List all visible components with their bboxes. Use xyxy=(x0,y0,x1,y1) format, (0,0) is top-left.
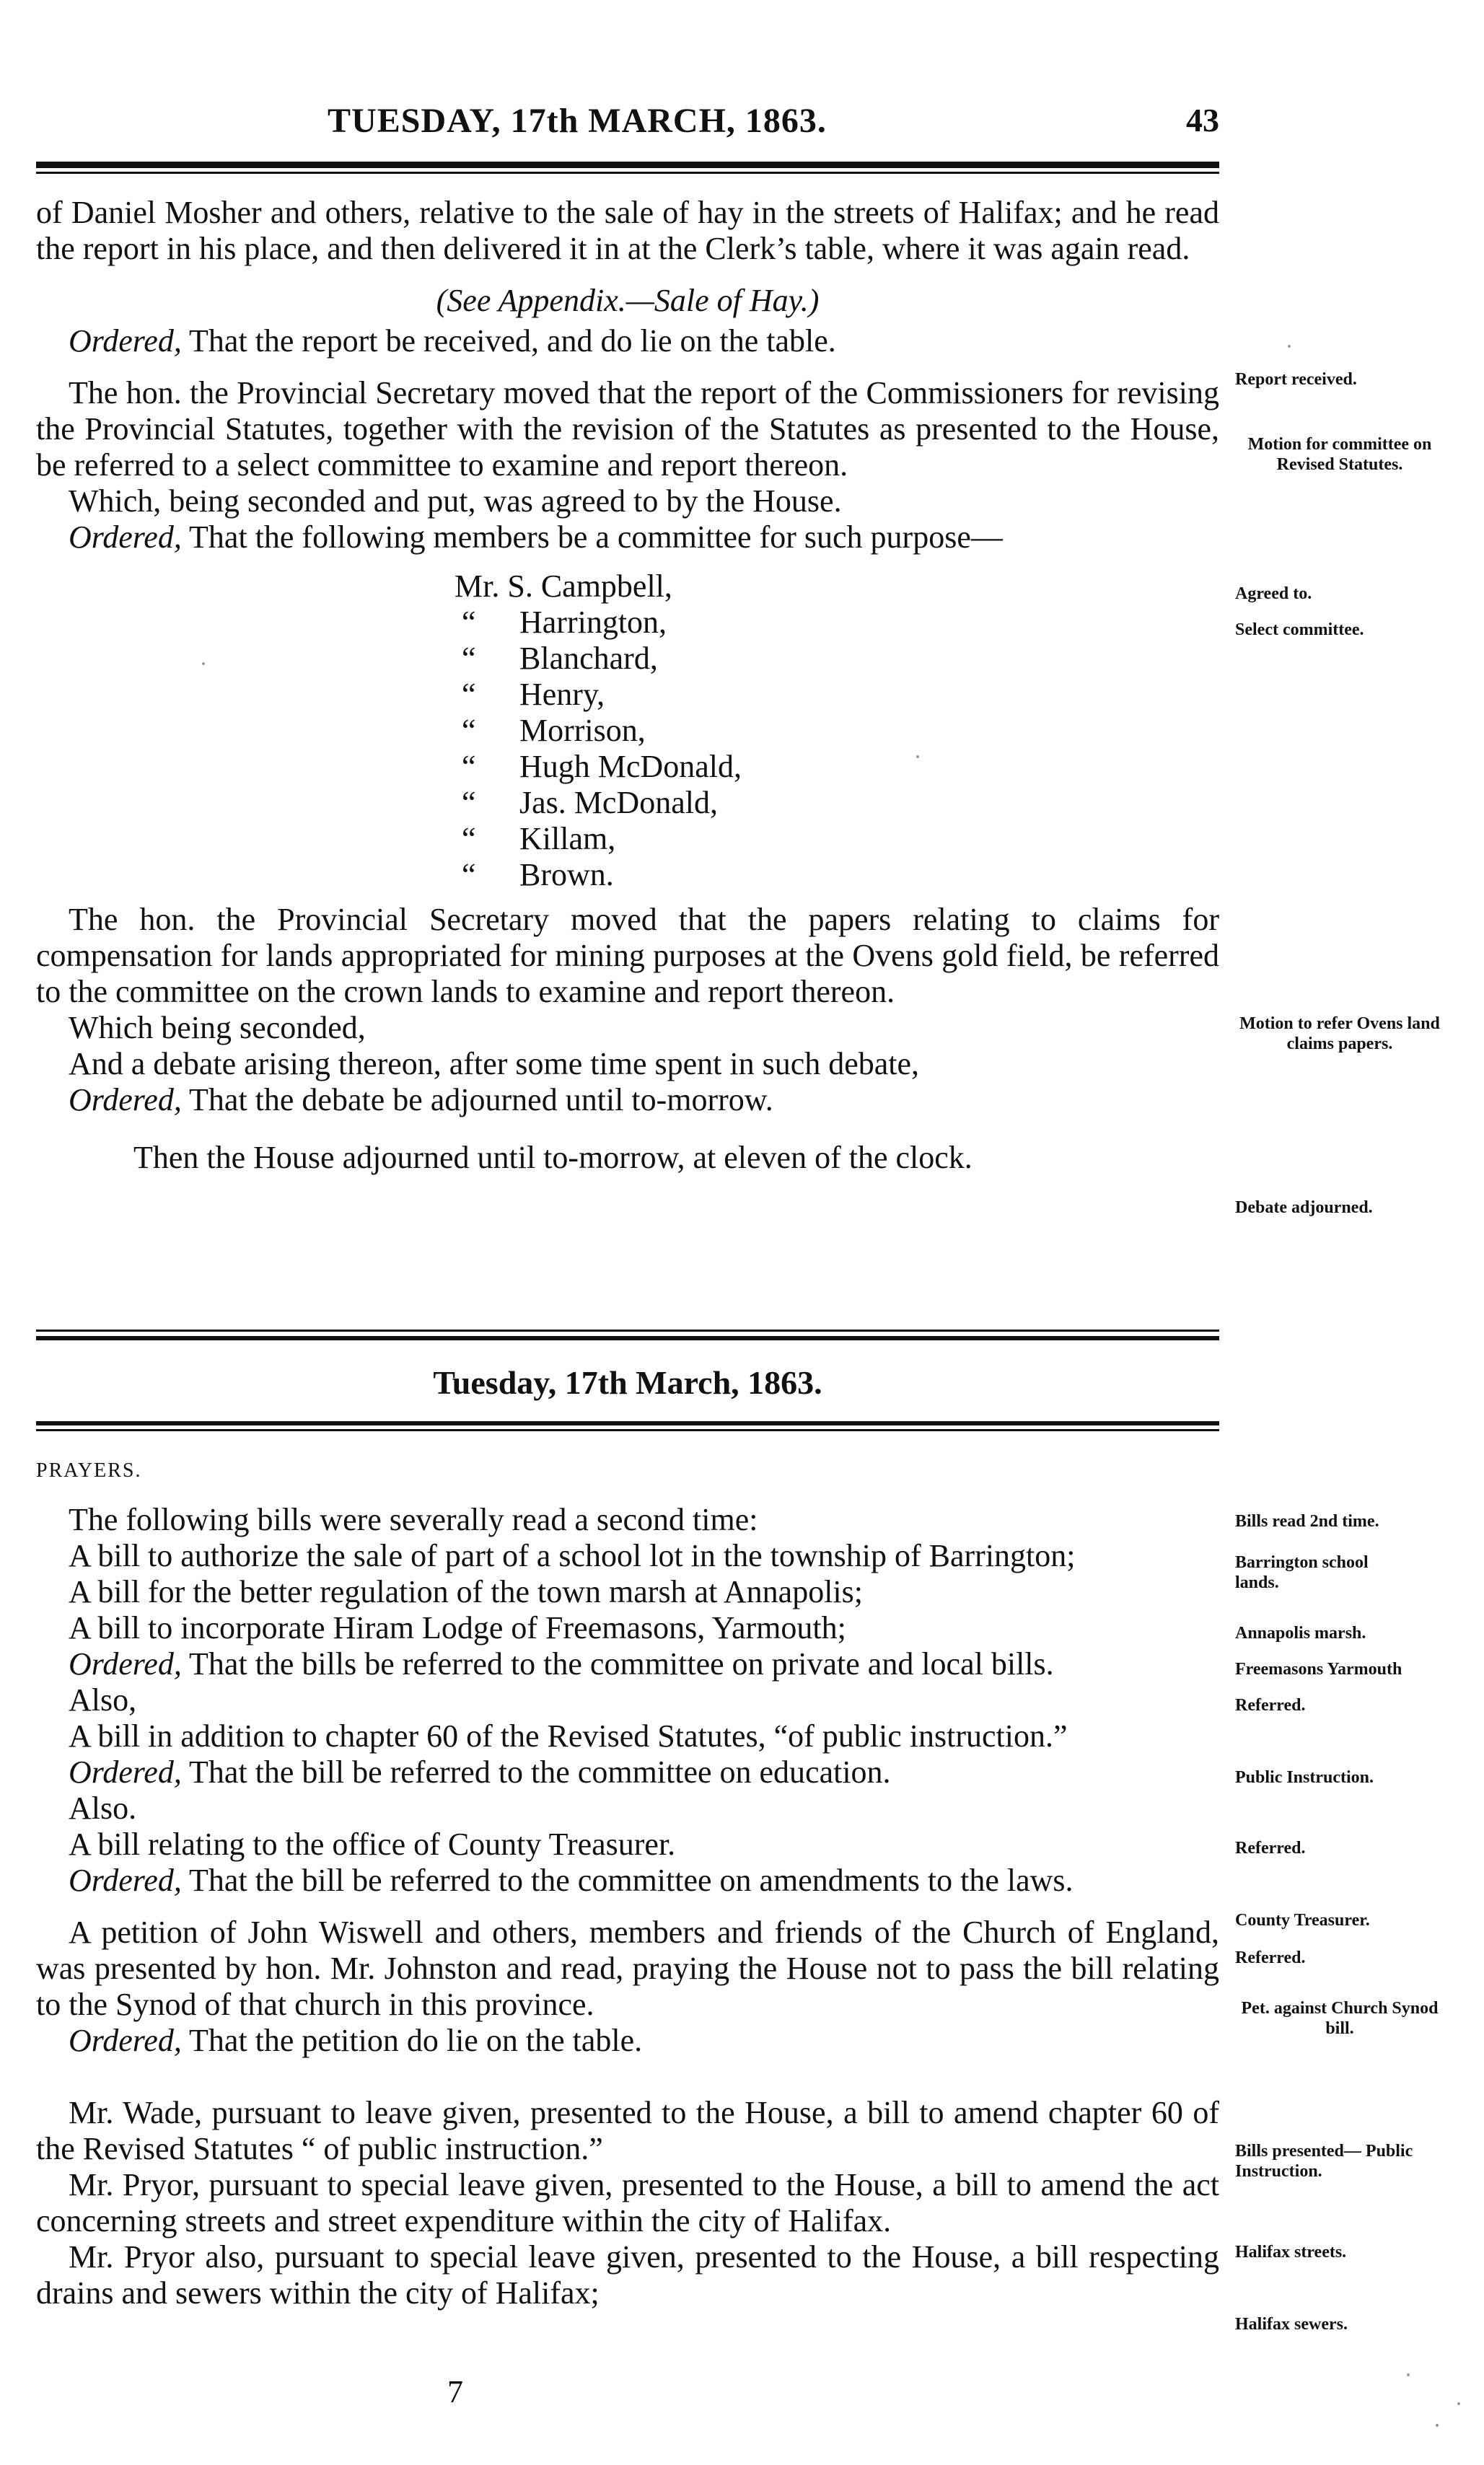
committee-member: “ Jas. McDonald, xyxy=(462,785,718,820)
bill-hiram-lodge: A bill to incorporate Hiram Lodge of Freemasons, Yarmouth; xyxy=(69,1610,846,1645)
motion-revised-statutes: The hon. the Provincial Secretary moved that the report of the Commissioners for revising the Provincial Statutes, together with the revision of the Statutes as presented to the House, be referred to a select committee to examine and report thereon. xyxy=(36,375,1219,483)
order-text: That the bill be referred to the committee on amendments to the laws. xyxy=(189,1863,1074,1898)
marginal-note: Select committee. xyxy=(1235,620,1364,639)
marginal-note: Referred. xyxy=(1235,1696,1306,1715)
marginal-note: Freemasons Yarmouth xyxy=(1235,1660,1402,1679)
section-rule-top-2 xyxy=(36,1336,1219,1340)
marginal-note: Motion for committee on Revised Statutes. xyxy=(1247,435,1432,474)
folio-mark: 7 xyxy=(447,2374,463,2409)
header-rule-thick xyxy=(36,162,1219,168)
marginal-note: Bills presented— Public Instruction. xyxy=(1235,2142,1413,2181)
ordered-word: Ordered, xyxy=(69,519,182,555)
running-head xyxy=(36,101,1219,144)
bills-read-intro: The following bills were severally read a second time: xyxy=(69,1502,758,1537)
also-text: Also. xyxy=(69,1790,137,1826)
agreed-to-text: Which, being seconded and put, was agreed to by the House. xyxy=(69,483,842,519)
order-committee xyxy=(36,519,1219,555)
ordered-word: Ordered, xyxy=(69,1863,182,1898)
committee-member: “ Harrington, xyxy=(462,605,667,640)
order-private-bills xyxy=(36,1646,1219,1682)
committee-member: Mr. S. Campbell, xyxy=(455,568,672,604)
committee-members xyxy=(455,568,1219,893)
ordered-word: Ordered, xyxy=(69,1082,182,1117)
marginal-note: Public Instruction. xyxy=(1235,1768,1374,1787)
section-rule-top-1 xyxy=(36,1330,1219,1332)
order-text: That the report be received, and do lie on the table. xyxy=(189,323,836,359)
running-title: TUESDAY, 17th MARCH, 1863. xyxy=(328,102,827,140)
scan-speck xyxy=(1457,2402,1460,2405)
order-petition xyxy=(36,2023,1219,2059)
order-text: That the following members be a committee for such purpose— xyxy=(189,519,1003,555)
order-amendments xyxy=(36,1863,1219,1899)
committee-member: “ Morrison, xyxy=(462,713,646,748)
marginal-note: Halifax sewers. xyxy=(1235,2315,1348,2334)
scan-speck xyxy=(1436,2424,1439,2427)
also-text: Also, xyxy=(69,1682,137,1718)
seconded-text: Which being seconded, xyxy=(69,1010,366,1045)
bill-annapolis: A bill for the better regulation of the town marsh at Annapolis; xyxy=(69,1574,863,1609)
marginal-note: Agreed to. xyxy=(1235,584,1312,603)
marginal-note: Bills read 2nd time. xyxy=(1235,1512,1379,1531)
bill-barrington: A bill to authorize the sale of part of a school lot in the township of Barrington; xyxy=(69,1538,1076,1573)
ordered-word: Ordered, xyxy=(69,1646,182,1682)
paragraph-continued: of Daniel Mosher and others, relative to the sale of hay in the streets of Halifax; and he read the report in his place, and then delivered it in at the Clerk’s table, where it was again read. xyxy=(36,195,1219,266)
bill-pryor-sewers: Mr. Pryor also, pursuant to special leave given, presented to the House, a bill respecting drains and sewers within the city of Halifax; xyxy=(36,2239,1219,2311)
order-report-received xyxy=(36,323,1219,359)
appendix-reference: (See Appendix.—Sale of Hay.) xyxy=(436,283,820,318)
committee-member: “ Henry, xyxy=(462,677,605,712)
committee-member: “ Blanchard, xyxy=(462,641,658,676)
ordered-word: Ordered, xyxy=(69,1754,182,1790)
marginal-note: Annapolis marsh. xyxy=(1235,1624,1366,1643)
order-text: That the debate be adjourned until to-morrow. xyxy=(189,1082,773,1117)
prayers-label: PRAYERS. xyxy=(36,1459,142,1482)
scan-speck xyxy=(1288,345,1291,348)
marginal-note: Barrington school lands. xyxy=(1235,1553,1369,1592)
marginal-note: County Treasurer. xyxy=(1235,1911,1370,1930)
section-rule-bottom-1 xyxy=(36,1421,1219,1425)
ordered-word: Ordered, xyxy=(69,323,182,359)
marginal-note: Halifax streets. xyxy=(1235,2243,1347,2262)
page-number: 43 xyxy=(1186,102,1219,139)
committee-member: “ Hugh McDonald, xyxy=(462,749,742,784)
marginal-note: Referred. xyxy=(1235,1839,1306,1858)
committee-member: “ Brown. xyxy=(462,857,614,892)
marginal-note: Debate adjourned. xyxy=(1235,1198,1373,1217)
marginal-note: Referred. xyxy=(1235,1948,1306,1967)
house-adjourned: Then the House adjourned until to-morrow, at eleven of the clock. xyxy=(133,1140,972,1175)
scan-speck xyxy=(1407,2373,1410,2376)
ordered-word: Ordered, xyxy=(69,2023,182,2058)
marginal-note: Pet. against Church Synod bill. xyxy=(1241,1999,1439,2038)
petition-wiswell: A petition of John Wiswell and others, members and friends of the Church of England, was presented by hon. Mr. Johnston and read, praying the House not to pass the bill relating to the Synod of that church in this province. xyxy=(36,1915,1219,2022)
order-education xyxy=(36,1754,1219,1790)
section-title: Tuesday, 17th March, 1863. xyxy=(433,1364,822,1401)
second-section-body xyxy=(36,1502,1219,2311)
marginal-note: Motion to refer Ovens land claims papers. xyxy=(1239,1014,1440,1053)
section-rule-bottom-2 xyxy=(36,1429,1219,1431)
order-text: That the bill be referred to the committee on education. xyxy=(189,1754,891,1790)
scan-speck xyxy=(202,662,205,665)
scan-speck xyxy=(916,755,919,758)
top-section-body xyxy=(36,195,1219,1176)
committee-member: “ Killam, xyxy=(462,821,616,856)
bill-county-treasurer: A bill relating to the office of County Treasurer. xyxy=(69,1827,676,1862)
order-text: That the bills be referred to the committee on private and local bills. xyxy=(189,1646,1054,1682)
marginal-note: Report received. xyxy=(1235,370,1357,389)
debate-text: And a debate arising thereon, after some time spent in such debate, xyxy=(69,1046,920,1081)
header-rule-thin xyxy=(36,172,1219,174)
bill-public-instruction: A bill in addition to chapter 60 of the Revised Statutes, “of public instruction.” xyxy=(69,1718,1068,1754)
bill-wade: Mr. Wade, pursuant to leave given, presented to the House, a bill to amend chapter 60 of the Revised Statutes “ of public instruction.” xyxy=(36,2095,1219,2166)
order-text: That the petition do lie on the table. xyxy=(189,2023,643,2058)
motion-ovens-claims: The hon. the Provincial Secretary moved that the papers relating to claims for compensation for lands appropriated for mining purposes at the Ovens gold field, be referred to the committee on the crown lands to examine and report thereon. xyxy=(36,902,1219,1009)
bill-pryor-streets: Mr. Pryor, pursuant to special leave given, presented to the House, a bill to amend the act concerning streets and street expenditure within the city of Halifax. xyxy=(36,2167,1219,2238)
order-debate-adjourned xyxy=(36,1082,1219,1118)
